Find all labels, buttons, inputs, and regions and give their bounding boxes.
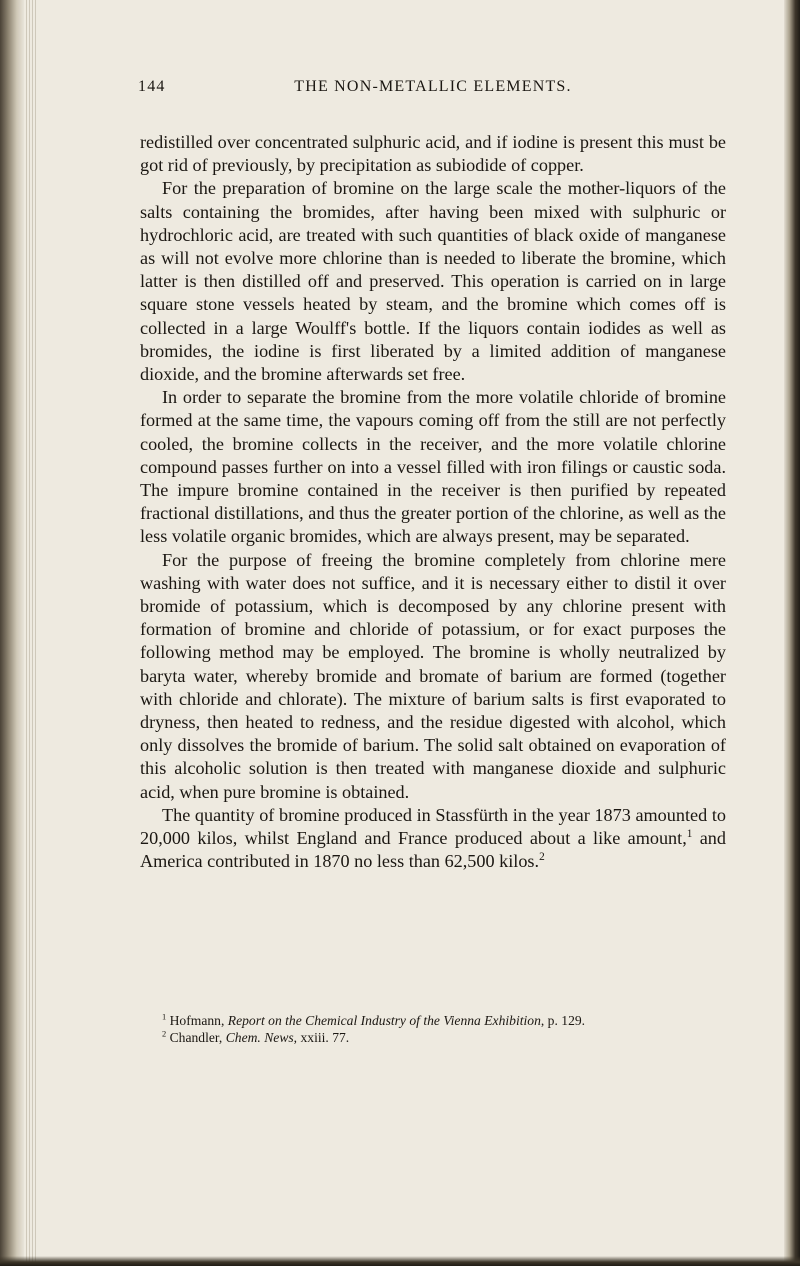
paragraph-text: The quantity of bromine produced in Stassfürth in the year 1873 amounted to 20,000 kilos, whilst England and France produced about a like amount, [140, 804, 726, 849]
footnote-author: Hofmann, [166, 1013, 228, 1028]
page-number: 144 [138, 78, 166, 95]
bottom-edge-shadow [0, 1256, 800, 1266]
footnote-reference[interactable]: 2 [539, 851, 545, 864]
footnote-reference[interactable]: 1 [686, 828, 693, 841]
footnote-locator: , xxiii. 77. [293, 1030, 350, 1045]
paragraph-text: and America contributed in 1870 no less than 62,500 kilos. [140, 828, 726, 872]
paragraph: redistilled over concentrated sulphuric acid, and if iodine is present this must be got rid of previously, by precipitation as subiodide of copper. [140, 132, 726, 176]
body-text [140, 131, 726, 874]
footnote-marker: 2 [162, 1028, 167, 1039]
footnote-title: Chem. News [225, 1030, 294, 1045]
paragraph: For the preparation of bromine on the large scale the mother-liquors of the salts containing the bromides, after having been mixed with sulphuric or hydrochloric acid, are treated with such quantities of black oxide of manganese as will not evolve more chlorine than is needed to liberate the bromine, which latter is then distilled off and preserved. This operation is carried on in large square stone vessels heated by steam, and the bromine which comes off is collected in a large Woulff's bottle. If the liquors contain iodides as well as bromides, the iodine is first liberated by a limited addition of manganese dioxide, and the bromine afterwards set free. [140, 178, 726, 385]
footnote-locator: , p. 129. [540, 1013, 586, 1028]
footnote [140, 1012, 726, 1029]
paragraph: For the purpose of freeing the bromine completely from chlorine mere washing with water does not suffice, and it is necessary either to distil it over bromide of potassium, which is decomposed by any chlorine present with formation of bromine and chloride of potassium, or for exact purposes the following method may be employed. The bromine is wholly neutralized by baryta water, whereby bromide and bromate of barium are formed (together with chloride and chlorate). The mixture of barium salts is first evaporated to dryness, then heated to redness, and the residue digested with alcohol, which only dissolves the bromide of barium. The solid salt obtained on evaporation of this alcoholic solution is then treated with manganese dioxide and sulphuric acid, when pure bromine is obtained. [140, 549, 726, 802]
right-edge-shadow [784, 0, 800, 1266]
footnote-marker: 1 [162, 1011, 167, 1022]
footnotes [140, 1012, 726, 1046]
paragraph: In order to separate the bromine from the more volatile chloride of bromine formed at the same time, the vapours coming off from the still are not perfectly cooled, the bromine collects in the receiver, and the more volatile chlorine compound passes further on into a vessel filled with iron filings or caustic soda. The impure bromine contained in the receiver is then purified by repeated fractional distillations, and thus the greater portion of the chlorine, as well as the less volatile organic bromides, which are always present, may be separated. [140, 387, 726, 547]
footnote-title: Report on the Chemical Industry of the Vienna Exhibition [227, 1013, 541, 1028]
footnote-author: Chandler, [166, 1030, 226, 1045]
paragraph-last [140, 804, 726, 874]
book-spine-shadow [0, 0, 24, 1266]
footnote [140, 1029, 726, 1046]
page-edges [26, 0, 36, 1266]
running-head: THE NON-METALLIC ELEMENTS. [294, 78, 572, 95]
page-header [138, 78, 728, 102]
